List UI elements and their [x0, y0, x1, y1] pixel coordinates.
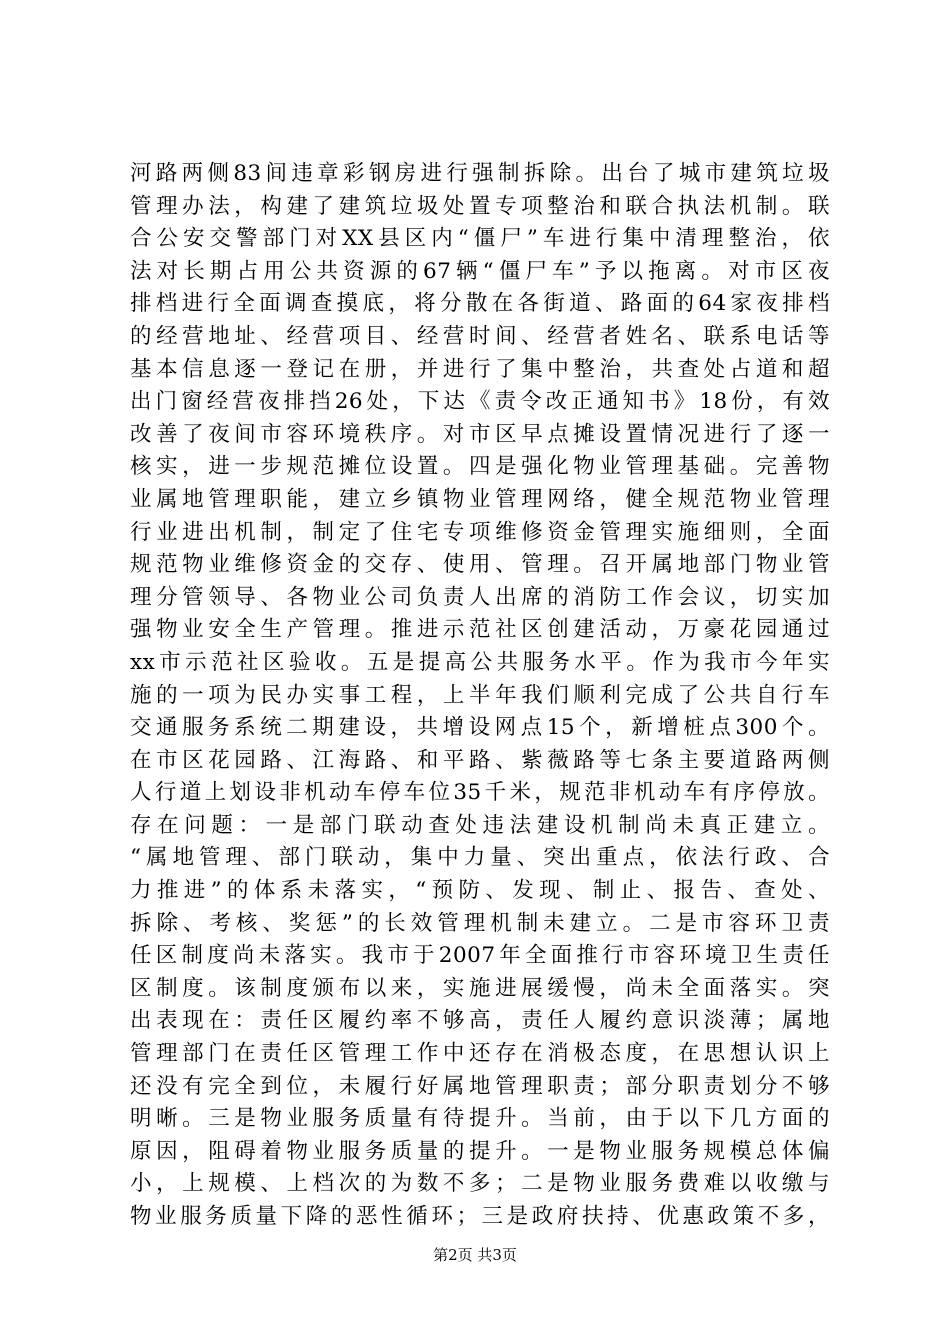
text-line: 核实，进一步规范摊位设置。四是强化物业管理基础。完善物 — [130, 454, 830, 480]
text-line: 排档进行全面调查摸底，将分散在各街道、路面的64家夜排档 — [130, 291, 830, 317]
text-line: 交通服务系统二期建设，共增设网点15个，新增桩点300个。 — [130, 715, 830, 741]
text-line: 河路两侧83间违章彩钢房进行强制拆除。出台了城市建筑垃圾 — [130, 161, 830, 186]
text-line: 法对长期占用公共资源的67辆“僵尸车”予以拖离。对市区夜 — [130, 258, 830, 284]
text-line: 还没有完全到位，未履行好属地管理职责；部分职责划分不够 — [130, 1073, 830, 1099]
text-line: 原因，阻碍着物业服务质量的提升。一是物业服务规模总体偏 — [130, 1138, 830, 1164]
text-line: 合公安交警部门对XX县区内“僵尸”车进行集中清理整治，依 — [130, 226, 830, 252]
text-line: 业属地管理职能，建立乡镇物业管理网络，健全规范物业管理 — [130, 486, 830, 512]
text-line: 人行道上划设非机动车停车位35千米，规范非机动车有序停放。 — [130, 780, 830, 806]
page-footer: 第2页 共3页 — [433, 1246, 517, 1264]
text-line: 存在问题：一是部门联动查处违法建设机制尚未真正建立。 — [130, 812, 830, 838]
text-line: 拆除、考核、奖惩”的长效管理机制未建立。二是市容环卫责 — [130, 910, 830, 936]
text-line: 小，上规模、上档次的为数不多；二是物业服务费难以收缴与 — [130, 1171, 830, 1197]
text-line: 施的一项为民办实事工程，上半年我们顺利完成了公共自行车 — [130, 682, 830, 708]
text-line: 管理部门在责任区管理工作中还存在消极态度，在思想认识上 — [130, 1041, 830, 1067]
text-line: 的经营地址、经营项目、经营时间、经营者姓名、联系电话等 — [130, 323, 830, 349]
text-line: 管理办法，构建了建筑垃圾处置专项整治和联合执法机制。联 — [130, 193, 830, 219]
text-line: 在市区花园路、江海路、和平路、紫薇路等七条主要道路两侧 — [130, 747, 830, 773]
text-line: 任区制度尚未落实。我市于2007年全面推行市容环境卫生责任 — [130, 943, 830, 969]
text-line: 出门窗经营夜排挡26处，下达《责令改正通知书》18份，有效 — [130, 389, 830, 415]
text-line: 出表现在：责任区履约率不够高，责任人履约意识淡薄；属地 — [130, 1008, 830, 1034]
text-line: 物业服务质量下降的恶性循环；三是政府扶持、优惠政策不多， — [130, 1204, 830, 1229]
text-line: 基本信息逐一登记在册，并进行了集中整治，共查处占道和超 — [130, 356, 830, 382]
text-line: 规范物业维修资金的交存、使用、管理。召开属地部门物业管 — [130, 552, 830, 578]
body-paragraph — [130, 158, 830, 1234]
text-line: 强物业安全生产管理。推进示范社区创建活动，万豪花园通过 — [130, 617, 830, 643]
text-line: 行业进出机制，制定了住宅专项维修资金管理实施细则，全面 — [130, 519, 830, 545]
text-line: “属地管理、部门联动，集中力量、突出重点，依法行政、合 — [130, 845, 830, 871]
text-line: 改善了夜间市容环境秩序。对市区早点摊设置情况进行了逐一 — [130, 421, 830, 447]
text-line: 理分管领导、各物业公司负责人出席的消防工作会议，切实加 — [130, 584, 830, 610]
text-line: 力推进”的体系未落实，“预防、发现、制止、报告、查处、 — [130, 878, 830, 904]
text-line: 明晰。三是物业服务质量有待提升。当前，由于以下几方面的 — [130, 1106, 830, 1132]
text-line: xx市示范社区验收。五是提高公共服务水平。作为我市今年实 — [130, 649, 830, 675]
text-line: 区制度。该制度颁布以来，实施进展缓慢，尚未全面落实。突 — [130, 975, 830, 1001]
